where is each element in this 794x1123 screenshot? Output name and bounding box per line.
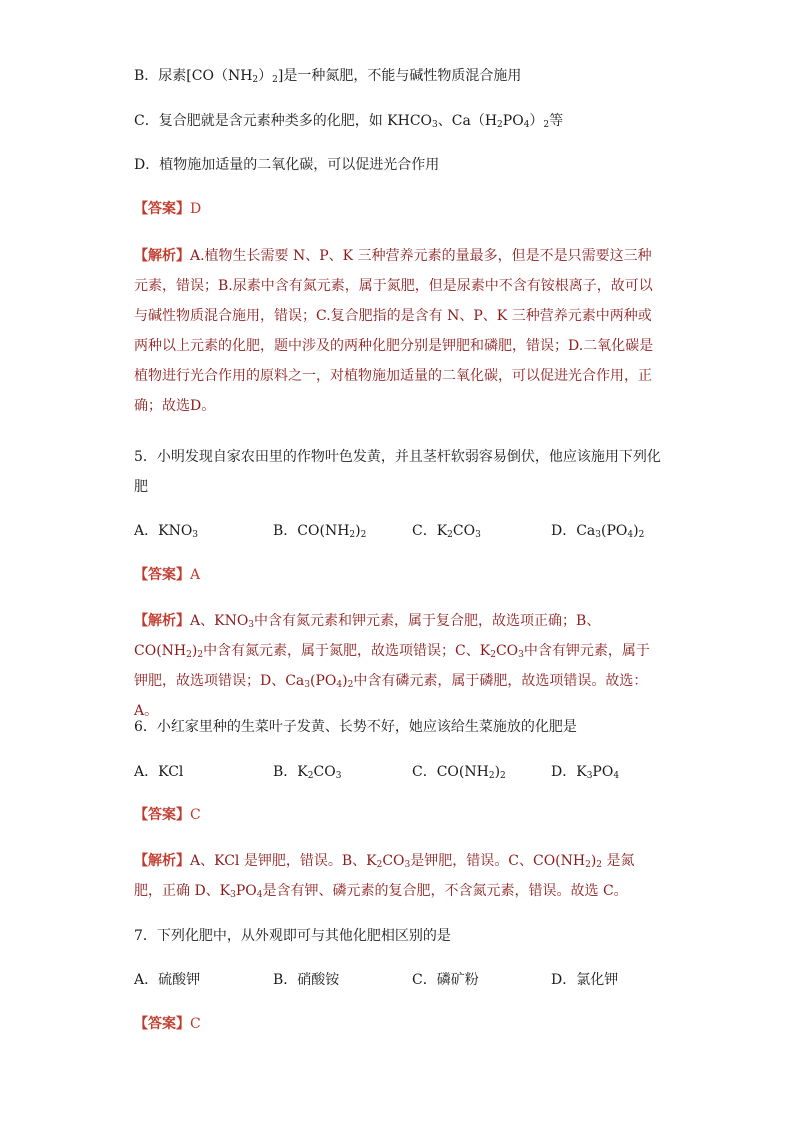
q6-stem: 6．小红家里种的生菜叶子发黄、长势不好，她应该给生菜施放的化肥是 — [134, 719, 577, 735]
answer-label: 【答案】 — [134, 807, 190, 823]
q6-options — [134, 762, 694, 782]
answer-label: 【答案】 — [134, 201, 190, 217]
q5-option-d: D．$Ca_3(PO_4)_2$ — [551, 523, 645, 540]
analysis-label: 【解析】 — [134, 248, 190, 264]
analysis-text: A.植物生长需要 N、P、K 三种营养元素的量最多，但是不是只需要这三种元素，错误；B.尿素中含有氮元素，属于氮肥，但是尿素中不含有铵根离子，故可以与碱性物质混合施用，错误；C.复合肥指的是含有 N、P、K 三种营养元素中两种或两种以上元素的化肥，题中涉及的两种化肥分别是钾肥和磷肥，错误；D.二氧化碳是植物进行光合作用的原料之一，对植物施加适量的二氧化碳，可以促进光合作用，正确；故选D。 — [134, 248, 654, 414]
q6-analysis: 【解析】A、KCl 是钾肥，错误。B、$K_2CO_3$是钾肥，错误。C、$CO(NH_2)_2$ 是氮肥，正确 D、$K_3PO_4$是含有钾、磷元素的复合肥，不含氮元素，错误。故选 C。 — [134, 853, 635, 900]
q5-option-a: A．$KNO_3$ — [134, 523, 199, 540]
answer-value: C — [190, 1016, 201, 1032]
answer-value: A — [190, 567, 201, 583]
answer-label: 【答案】 — [134, 1016, 190, 1032]
q7-option-a: A．硫酸钾 — [134, 972, 201, 988]
q5-answer — [134, 565, 200, 585]
analysis-label: 【解析】 — [134, 613, 190, 629]
q5-option-b: B．$CO(NH_2)_2$ — [273, 523, 367, 540]
answer-label: 【答案】 — [134, 567, 190, 583]
analysis-label: 【解析】 — [134, 853, 190, 869]
q6-option-d: D．$K_3PO_4$ — [551, 764, 620, 781]
q7-options — [134, 970, 694, 990]
q5-analysis: 【解析】A、$KNO_3$中含有氮元素和钾元素，属于复合肥，故选项正确；B、$CO(NH_2)_2$中含有氮元素，属于氮肥，故选项错误；C、$K_2CO_3$中含有钾元素，属于钾肥，故选项错误；D、$Ca_3(PO_4)_2$中含有磷元素，属于磷肥，故选项错误。故选：A。 — [134, 613, 650, 719]
q4-option-d: D．植物施加适量的二氧化碳，可以促进光合作用 — [134, 157, 440, 173]
q5-option-c: C．$K_2CO_3$ — [412, 523, 481, 540]
q4-analysis — [134, 241, 662, 421]
q6-option-a: A．KCl — [134, 764, 184, 780]
q7-option-d: D．氯化钾 — [551, 972, 619, 988]
answer-value: C — [190, 807, 201, 823]
q7-option-b: B．硝酸铵 — [273, 972, 340, 988]
q7-stem: 7．下列化肥中，从外观即可与其他化肥相区别的是 — [134, 928, 451, 944]
q7-answer — [134, 1014, 201, 1034]
q5-options — [134, 521, 694, 541]
q4-option-c: C．复合肥就是含元素种类多的化肥，如 $KHCO_3$、$Ca(H_2PO_4)_2$等 — [134, 113, 564, 130]
q6-option-c: C．$CO(NH_2)_2$ — [412, 764, 506, 781]
q4-option-b: B．尿素$[CO(NH_2)_2]$是一种氮肥，不能与碱性物质混合施用 — [134, 68, 522, 85]
q6-answer — [134, 805, 201, 825]
answer-value: D — [190, 201, 202, 217]
q6-option-b: B．$K_2CO_3$ — [273, 764, 342, 781]
q5-stem: 5．小明发现自家农田里的作物叶色发黄，并且茎杆软弱容易倒伏，他应该施用下列化肥 — [134, 449, 661, 495]
q7-option-c: C．磷矿粉 — [412, 972, 479, 988]
q4-answer — [134, 199, 201, 219]
